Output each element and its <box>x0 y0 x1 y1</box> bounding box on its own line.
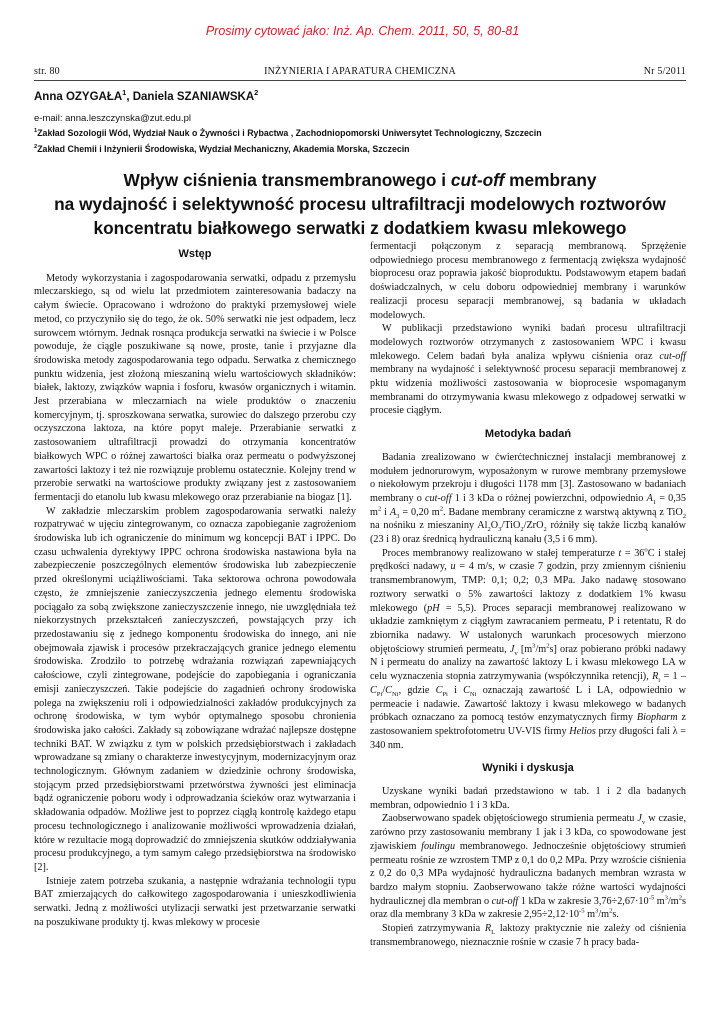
affiliation-1: $^1$Zakład Sozologii Wód, Wydział Nauk o Żywności i Rybactwa , Zachodniopomorski Uniwersytet Technologiczny, Szczecin <box>34 128 542 138</box>
section-heading-results: Wyniki i dyskusja <box>482 762 574 775</box>
author-1: Anna OZYGAŁA <box>34 91 123 103</box>
journal-name: INŻYNIERIA I APARATURA CHEMICZNA <box>264 66 456 77</box>
right-column <box>370 240 686 949</box>
paragraph: W publikacji przedstawiono wyniki badań procesu ultrafiltracji modelowych roztworów otrzymanych z zastosowaniem WPC i kwasu mlekowego. Celem badań była analiza wpływu ciśnienia oraz cut-off membrany na wydajność i selektywność procesu separacji membranowej z pktu widzenia możliwości zastosowania w bioprocesie wspomaganym membranami do otrzymywania kwasu mlekowego z odpadowej serwatki w procesie ciągłym. <box>370 323 686 417</box>
paragraph: Proces membranowy realizowano w stałej temperaturze $t = 36^oC$ i stałej prędkości nadawy, u = 4 m/s, w czasie 7 godzin, przy zmiennym ciśnieniu transmembranowym, TMP: 0,1; 0,2; 0,3 MPa. Jako nadawę stosowano roztwory serwatki o 5% zawartości laktozy z dodatkiem 1% kwasu mlekowego (pH = 5,5). Proces separacji membranowej realizowano w układzie zamkniętym z ciągłym zawracaniem permeatu, P i retentatu, R do zbiornika nadawy. W ustalonych warunkach procesowych mierzono objętościowy strumień permeatu, $J_v$ $[m^3/m^2s]$ oraz pobierano próbki nadawy N i permeatu do analizy na zawartość laktozy L i kwasu mlekowego LA w celu wyznaczenia stopnia zatrzymywania (współczynnika retencji), $R_i = 1 - C_{Pi}/C_{Ni}$, gdzie $C_{Pi}$ i $C_{Ni}$ oznaczają zawartość L i LA, odpowiednio w permeacie i nadawie. Zawartość laktozy i kwasu mlekowego w badanych próbkach oznaczano za pomocą testów enzymatycznych firmy Biopharm z zastosowaniem spektrofotometru UV-VIS firmy Helios przy długości fali λ = 340 nm. <box>370 546 687 751</box>
section-heading-methods: Metodyka badań <box>484 428 572 441</box>
paragraph: Uzyskane wyniki badań przedstawiono w tab. 1 i 2 dla badanych membran, odpowiednio 1 i 3 kDa. <box>370 786 686 811</box>
affiliation-2: $^2$Zakład Chemii i Inżynierii Środowiska, Wydział Mechaniczny, Akademia Morska, Szczecin <box>34 144 410 154</box>
paragraph: W zakładzie mleczarskim problem zagospodarowania serwatki należy rozpatrywać w ujęciu zintegrowanym, co oznacza zapobieganie zagrożeniom środowiska lub ich ograniczenie do minimum wg koncepcji BAT i IPPC. Do czasu uchwalenia dyrektywy IPPC ochrona środowiska nastawiona była na zabezpieczenie poszczególnych elementów środowiska lub zabezpieczenie przed określonymi uciążliwościami. Taka sektorowa ochrona powodowała często, że zmniejszenie zanieczyszczenia jednego elementu środowiska pociągało za sobą zwiększone zanieczyszczenie innego, nie uwzględniała też niekorzystnych przekształceń zanieczyszczeń, powstających przy ich przedostawaniu się z jednego komponentu środowiska do innego, ani nie obejmowała zjawisk i procesów przekraczających granice jednego elementu środowiska. Zrodziło to potrzebę wdrażania rozwiązań zapewniających całościowe, czyli zintegrowane, podejście do zapobiegania i ograniczania emisji zanieczyszczeń. Takie podejście do zagadnień ochrony środowiska polega na zwiększeniu roli i odpowiedzialności zakładów produkcyjnych za ochronę środowiska, w tym wybór optymalnego sposobu chronienia środowiska jako całości. Zakłady są zobowiązane wdrażać najlepsze dostępne techniki BAT. W związku z tym w polskich przedsiębiorstwach i zakładach wprowadzane są zmiany o charakterze inwestycyjnym, modernizacyjnym oraz technologicznym. Głównym zadaniem w dziedzinie ochrony środowiska, stojącym przed przedsiębiorstwami przetwórstwa żywności jest eliminacja bądź ograniczenie poboru wody i odprowadzania ścieków oraz wytwarzania i składowania odpadów. Możliwe jest to poprzez ciągłą kontrolę każdego etapu procesu technologicznego i analizowanie możliwości wprowadzenia działań, które w rezultacie mogą doprowadzić do zmniejszenia skutków oddziaływania procesu produkcyjnego, a tym samym całego przedsiębiorstwa na środowisko [2]. <box>34 505 356 873</box>
paragraph: Zaobserwowano spadek objętościowego strumienia permeatu $J_v$ w czasie, zarówno przy zastosowaniu membrany 1 jak i 3 kDa, co spowodowane jest zjawiskiem foulingu membranowego. Jednocześnie objętościowy strumień permeatu rośnie ze wzrostem TMP z 0,1 do 0,2 MPa. Przy wzroście ciśnienia z 0,2 do 0,3 MPa wydajność hydrauliczna badanych membran wzrasta w bardzo małym stopniu. Zaobserwowano także różne wartości wydajności hydraulicznej dla membran o cut-off 1 kDa w zakresie $3,76\div 2,67\cdot 10^{-5}$ $m^3/m^2s$ oraz dla membrany 3 kDa w zakresie $2,95\div 2,12\cdot 10^{-5}$ $m^3/m^2s$. <box>370 813 686 921</box>
paragraph: Stopień zatrzymywania $R_L$ laktozy praktycznie nie zależy od ciśnienia transmembranowego, nieznacznie rośnie w czasie 7 h pracy bada- <box>370 923 686 948</box>
paragraph: Istnieje zatem potrzeba szukania, a następnie wdrażania technologii typu BAT zmierzających do całkowitego zagospodarowania i unieszkodliwienia serwatki. Jedną z możliwości utylizacji serwatki jest przetwarzanie serwatki na poszukiwane produkty tj. kwas mlekowy w procesie <box>34 875 356 928</box>
email: e-mail: anna.leszczynska@zut.edu.pl <box>34 113 191 124</box>
paragraph: Badania zrealizowano w ćwierćtechnicznej instalacji membranowej z modułem jednorurowym, wyposażonym w rurowe membrany przemysłowe o niekołowym przekroju i długości 1178 mm [3]. Zastosowano w badaniach membrany o cut-off 1 i 3 kDa o różnej powierzchni, odpowiednio $A_1 = 0,35$ $m^2$ i $A_3 = 0,20$ $m^2$. Badane membrany ceramiczne z warstwą aktywną z TiO$_2$ na nośniku z mieszaniny $Al_2O_3/TiO_2/ZrO_2$ różniły się także liczbą kanałów (23 i 8) oraz średnicą hydrauliczną kanału (3,5 i 6 mm). <box>370 451 687 546</box>
paragraph: fermentacji połączonym z separacją membranową. Sprzężenie odpowiedniego procesu membranowego z fermentacją zwiększa wydajność bioprocesu oraz poprawia jakość bioproduktu. Podstawowym etapem badań doświadczalnych, w celu doboru odpowiedniej membrany i warunków realizacji procesu separacji membranowej, są badania w układach modelowych. <box>370 241 686 321</box>
citation-note: Prosimy cytować jako: Inż. Ap. Chem. 2011, 50, 5, 80-81 <box>205 24 520 38</box>
author-2: Daniela SZANIAWSKA <box>132 91 255 103</box>
paper-title: Wpływ ciśnienia transmembranowego i cut-off membrany na wydajność i selektywność procesu ultrafiltracji modelowych roztworów koncentratu białkowego serwatki z dodatkiem kwasu mlekowego <box>54 170 666 238</box>
left-column <box>34 248 356 929</box>
page-number: str. 80 <box>34 66 60 77</box>
header-rule <box>34 80 686 81</box>
authors: Anna OZYGAŁA$^1$, Daniela SZANIAWSKA$^2$ <box>34 88 259 103</box>
section-heading-introduction: Wstęp <box>178 248 212 260</box>
paragraph: Metody wykorzystania i zagospodarowania serwatki, odpadu z przemysłu mleczarskiego, są od wielu lat przedmiotem zainteresowania badaczy na całym świecie. Opracowano i wdrożono do praktyki przemysłowej wiele metod, co przyczyniło się do tego, że ok. 50% serwatki nie jest odpadem, lecz surowcem wtórnym. Jednak rosnąca produkcja serwatki na świecie i w Polsce powoduje, że ciągle poszukiwane są nowe, proste, tanie i przyjazne dla środowiska metody zagospodarowania tego odpadu. Serwatka z chemicznego punktu widzenia, jest złożoną mieszaniną wielu wartościowych składników: białek, laktozy, związków wapnia i fosforu, kwasów organicznych i witamin. Jest przerabiana w mleczarniach na wiele produktów o znaczeniu komercyjnym, tj. sproszkowana serwatka, surowiec do dalszego przerobu czy oczyszczona laktoza, na które popyt maleje. Przerabianie serwatki z zastosowaniem ultrafiltracji prowadzi do otrzymania koncentratów białkowych WPC o różnej zawartości białka oraz permeatu o podwyższonej zawartości laktozy i też nie rozwiązuje problemu ostatecznie. Kolejny trend w przerobie serwatki na wartościowe produkty związany jest z zastosowaniem fermentacji do etanolu lub kwasu mlekowego oraz przerabianie na biogaz [1]. <box>34 272 356 503</box>
issue-number: Nr 5/2011 <box>643 66 686 77</box>
